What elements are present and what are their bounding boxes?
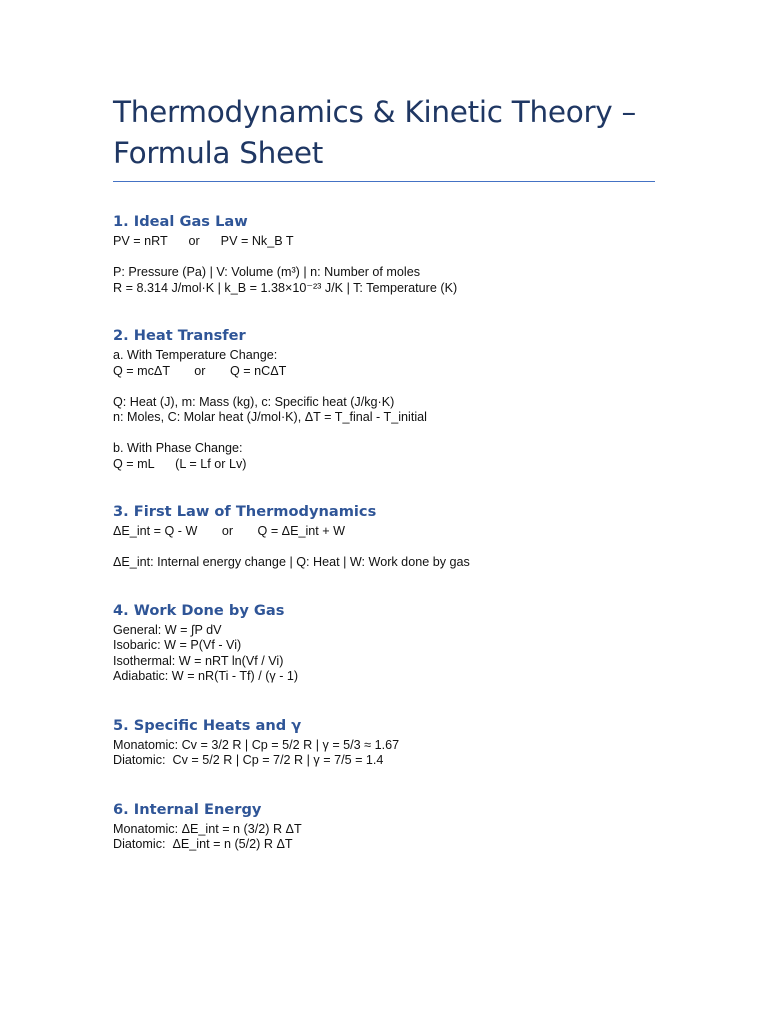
section-heading: 3. First Law of Thermodynamics xyxy=(113,503,377,520)
section-heading: 5. Specific Heats and γ xyxy=(113,716,302,734)
formula-line: Monatomic: ΔE_int = n (3/2) R ΔT xyxy=(113,821,302,836)
section-specific-heats xyxy=(113,717,655,769)
formula-line: PV = nRT or PV = Nk_B T xyxy=(113,234,294,248)
formula-line: Monatomic: Cv = 3/2 R | Cp = 5/2 R | γ = 5/3 ≈ 1.67 xyxy=(113,737,400,752)
formula-line: Adiabatic: W = nR(Ti - Tf) / (γ - 1) xyxy=(113,669,299,683)
definition-line: Q: Heat (J), m: Mass (kg), c: Specific heat (J/kg·K) xyxy=(113,394,395,409)
subheading-line: a. With Temperature Change: xyxy=(113,348,278,362)
section-heading: 6. Internal Energy xyxy=(113,800,262,818)
blank-line xyxy=(113,540,655,556)
formula-line: Diatomic: ΔE_int = n (5/2) R ΔT xyxy=(113,837,293,851)
blank-line xyxy=(113,426,655,442)
formula-line: Isobaric: W = P(Vf - Vi) xyxy=(113,638,242,652)
section-internal-energy xyxy=(113,801,655,853)
document-title xyxy=(113,92,655,174)
subheading-line: b. With Phase Change: xyxy=(113,441,243,455)
formula-line: General: W = ∫P dV xyxy=(113,622,222,637)
section-heading: 4. Work Done by Gas xyxy=(113,601,285,619)
section-heading: 1. Ideal Gas Law xyxy=(113,213,248,230)
title-divider xyxy=(113,181,655,182)
document-title-line-2: Formula Sheet xyxy=(113,136,324,170)
formula-line: Isothermal: W = nRT ln(Vf / Vi) xyxy=(113,653,284,668)
formula-line: ΔE_int = Q - W or Q = ΔE_int + W xyxy=(113,524,346,538)
definition-line: P: Pressure (Pa) | V: Volume (m³) | n: Number of moles xyxy=(113,265,421,279)
definition-line: n: Moles, C: Molar heat (J/mol·K), ΔT = T_final - T_initial xyxy=(113,410,427,424)
section-ideal-gas-law xyxy=(113,213,655,296)
section-heat-transfer xyxy=(113,327,655,472)
formula-line: Q = mL (L = Lf or Lv) xyxy=(113,456,247,471)
formula-line: Diatomic: Cv = 5/2 R | Cp = 7/2 R | γ = 7/5 = 1.4 xyxy=(113,753,384,767)
section-work-done-by-gas xyxy=(113,602,655,685)
definition-line: R = 8.314 J/mol·K | k_B = 1.38×10⁻²³ J/K | T: Temperature (K) xyxy=(113,280,458,295)
formula-line: Q = mcΔT or Q = nCΔT xyxy=(113,363,287,378)
blank-line xyxy=(113,250,655,266)
section-heading: 2. Heat Transfer xyxy=(113,327,246,344)
document-title-line-1: Thermodynamics & Kinetic Theory – xyxy=(113,95,636,129)
document-page xyxy=(113,92,655,853)
section-first-law xyxy=(113,503,655,571)
definition-line: ΔE_int: Internal energy change | Q: Heat | W: Work done by gas xyxy=(113,555,470,569)
blank-line xyxy=(113,379,655,395)
